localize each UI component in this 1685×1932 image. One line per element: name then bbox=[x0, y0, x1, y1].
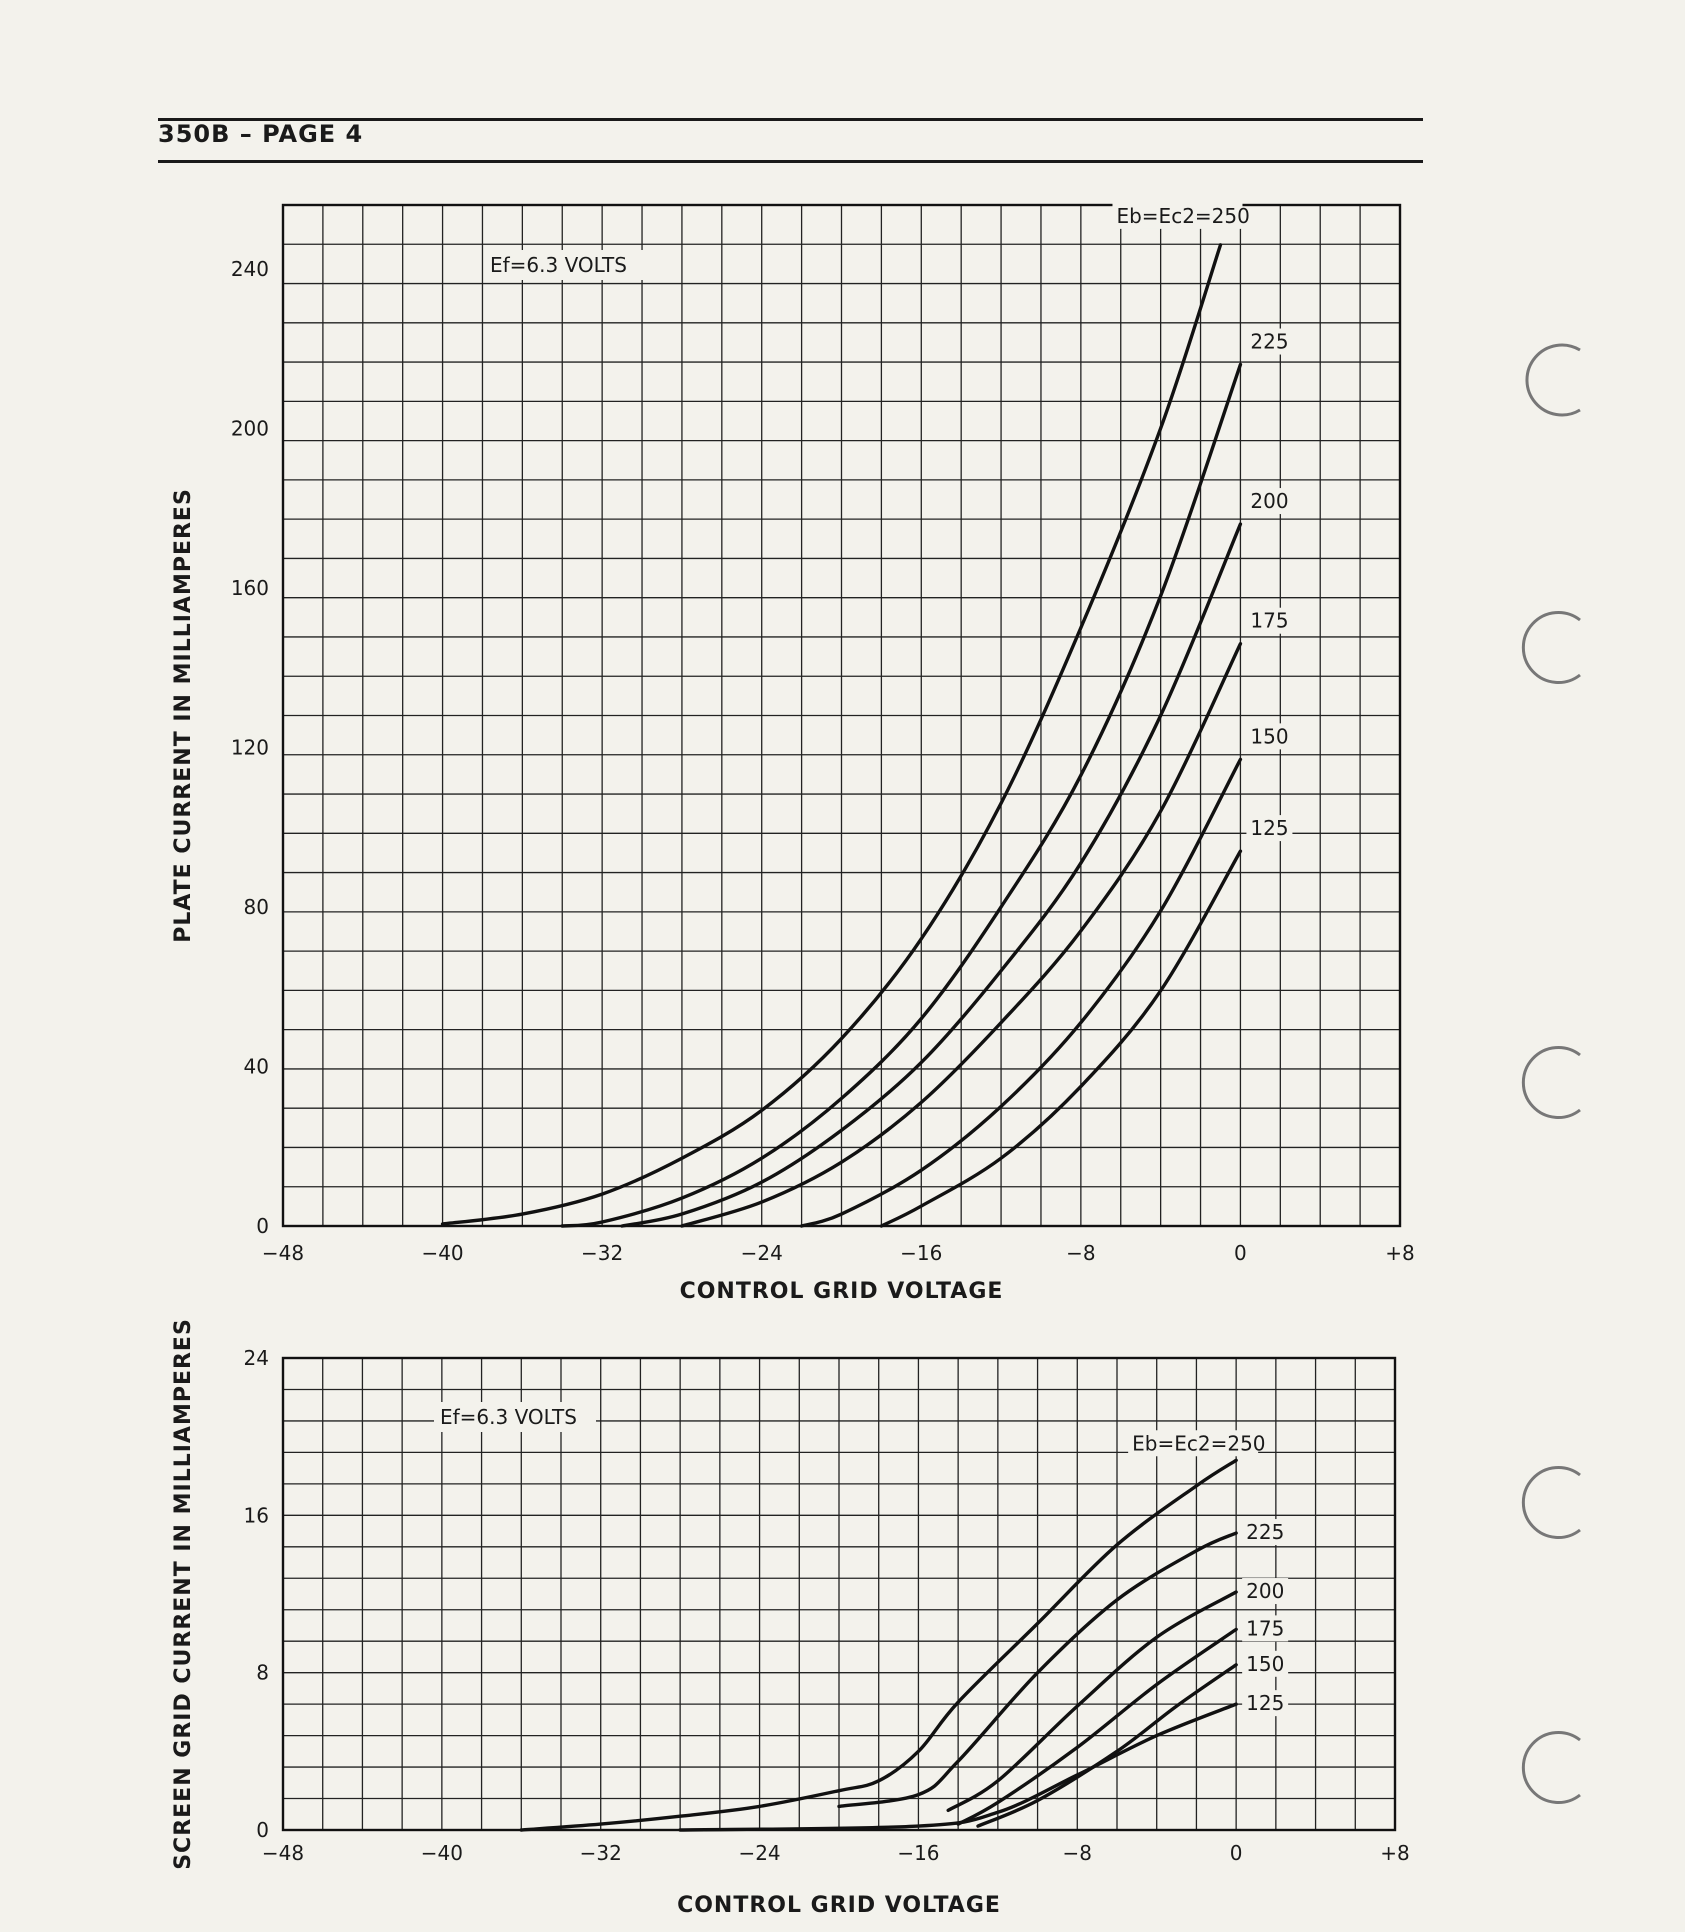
series-label-250: Eb=Ec2=250 bbox=[1132, 1431, 1266, 1456]
curve-eb-125 bbox=[881, 851, 1240, 1226]
x-tick-label: −16 bbox=[900, 1241, 943, 1265]
series-label-175: 175 bbox=[1250, 608, 1289, 633]
grid bbox=[283, 205, 1400, 1226]
y-tick-label: 8 bbox=[256, 1660, 269, 1685]
binder-hole bbox=[1523, 1732, 1580, 1802]
x-tick-label: −16 bbox=[897, 1841, 940, 1865]
x-tick-label: +8 bbox=[1385, 1241, 1415, 1265]
filament-voltage-note: Ef=6.3 VOLTS bbox=[490, 253, 627, 277]
y-tick-label: 0 bbox=[256, 1818, 269, 1842]
page-header-label: 350B – PAGE 4 bbox=[158, 120, 364, 148]
y-axis-title: PLATE CURRENT IN MILLIAMPERES bbox=[171, 488, 196, 943]
x-axis-title: CONTROL GRID VOLTAGE bbox=[677, 1893, 1001, 1918]
y-axis-title: SCREEN GRID CURRENT IN MILLIAMPERES bbox=[171, 1318, 196, 1870]
curve-eb-150 bbox=[978, 1665, 1236, 1826]
x-tick-label: −32 bbox=[579, 1841, 622, 1865]
curve-eb-150 bbox=[802, 759, 1241, 1226]
x-tick-label: −24 bbox=[740, 1241, 783, 1265]
x-tick-label: +8 bbox=[1380, 1841, 1410, 1865]
binder-hole bbox=[1523, 1048, 1580, 1118]
y-tick-label: 40 bbox=[243, 1054, 269, 1079]
y-tick-label: 16 bbox=[243, 1503, 269, 1528]
y-tick-label: 240 bbox=[230, 256, 269, 281]
series-label-125: 125 bbox=[1250, 816, 1289, 841]
binder-hole bbox=[1527, 345, 1580, 415]
filament-voltage-note: Ef=6.3 VOLTS bbox=[440, 1405, 577, 1429]
x-tick-label: −40 bbox=[421, 1241, 464, 1265]
binder-hole bbox=[1523, 613, 1580, 683]
series-label-150: 150 bbox=[1246, 1651, 1285, 1676]
x-tick-label: −24 bbox=[738, 1841, 781, 1865]
x-tick-label: −40 bbox=[420, 1841, 463, 1865]
curve-eb-200 bbox=[948, 1592, 1236, 1810]
x-axis-title: CONTROL GRID VOLTAGE bbox=[679, 1279, 1004, 1304]
y-tick-label: 120 bbox=[230, 735, 269, 760]
x-tick-label: −48 bbox=[261, 1841, 305, 1865]
series-label-225: 225 bbox=[1250, 329, 1289, 354]
screen-current-chart bbox=[171, 1318, 1410, 1918]
x-tick-label: −8 bbox=[1066, 1241, 1096, 1265]
series-label-125: 125 bbox=[1246, 1691, 1285, 1716]
y-tick-label: 0 bbox=[256, 1214, 269, 1238]
x-tick-label: −32 bbox=[581, 1241, 624, 1265]
y-tick-label: 24 bbox=[243, 1346, 269, 1370]
curve-eb-250 bbox=[443, 245, 1221, 1224]
x-tick-label: 0 bbox=[1234, 1241, 1247, 1265]
series-label-250: Eb=Ec2=250 bbox=[1116, 203, 1250, 228]
y-tick-label: 160 bbox=[230, 575, 269, 600]
series-label-225: 225 bbox=[1246, 1520, 1285, 1545]
y-tick-label: 80 bbox=[243, 894, 269, 919]
curve-eb-225 bbox=[562, 365, 1240, 1226]
series-label-150: 150 bbox=[1250, 724, 1289, 749]
x-tick-label: 0 bbox=[1229, 1841, 1243, 1865]
series-label-200: 200 bbox=[1250, 489, 1289, 514]
series-label-175: 175 bbox=[1246, 1616, 1285, 1641]
series-label-200: 200 bbox=[1246, 1579, 1285, 1604]
x-tick-label: −8 bbox=[1062, 1841, 1093, 1865]
plate-current-chart bbox=[171, 203, 1415, 1304]
x-tick-label: −48 bbox=[261, 1241, 305, 1265]
y-tick-label: 200 bbox=[230, 416, 269, 441]
binder-hole bbox=[1523, 1468, 1580, 1538]
binder-holes bbox=[1523, 345, 1580, 1803]
